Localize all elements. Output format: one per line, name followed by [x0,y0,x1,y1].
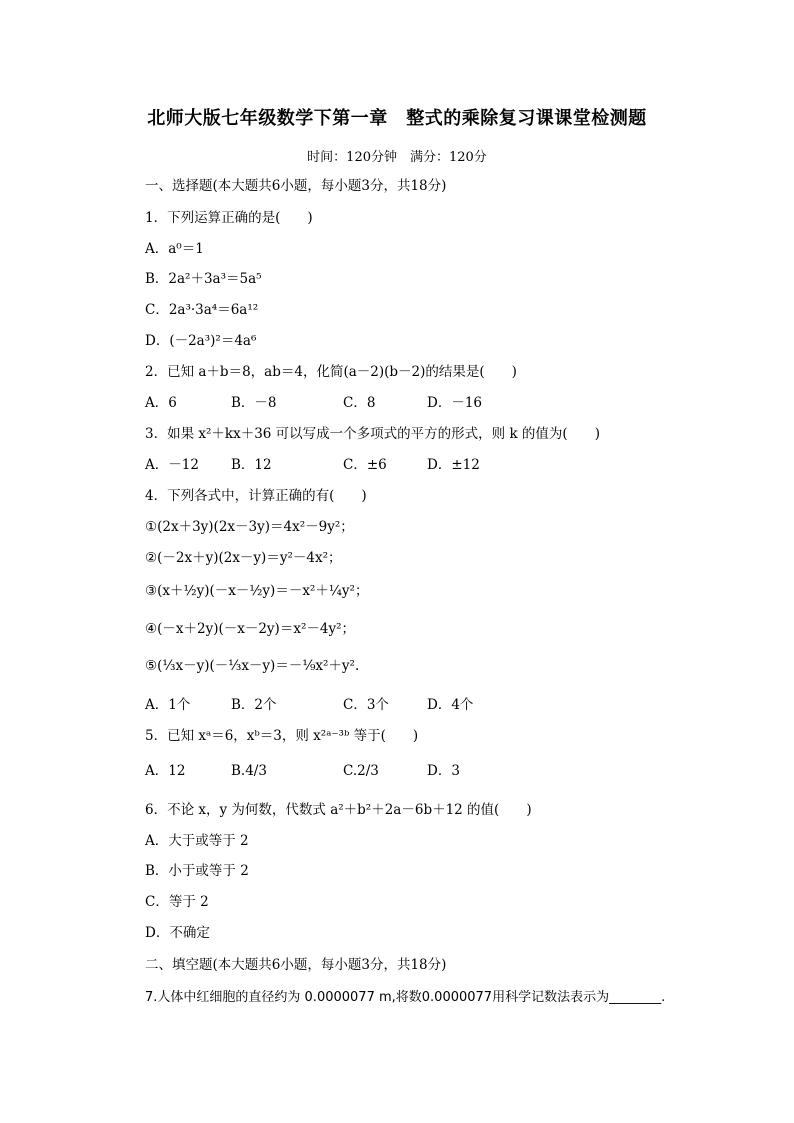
q2-option-c: C．8 [343,395,376,411]
exam-meta: 时间：120分钟 满分：120分 [307,150,487,165]
q3-option-d: D．±12 [427,457,480,473]
question-text: 1．下列运算正确的是( ) [145,210,313,226]
q5-option-a: A．12 [145,763,186,779]
question-5-stem: 5．已知 xᵃ＝6，xᵇ＝3，则 x²ᵃ⁻³ᵇ 等于( ) [145,728,419,744]
q2-option-d: D．－16 [427,395,483,411]
question-7-stem: 7.人体中红细胞的直径约为 0.0000077 m,将数0.0000077用科学记数法表示为________. [145,990,666,1005]
q4-item-1: ①(2x＋3y)(2x－3y)＝4x²－9y²； [145,519,354,535]
q1-option-a: A．a⁰＝1 [145,241,204,257]
question-3-stem: 3．如果 x²＋kx＋36 可以写成一个多项式的平方的形式，则 k 的值为( ) [145,426,600,442]
q4-item-5: ⑤(⅓x－y)(－⅓x－y)＝－⅑x²＋y². [145,658,360,674]
question-2-stem: 2．已知 a＋b＝8，ab＝4，化简(a－2)(b－2)的结果是( ) [145,364,517,380]
q3-option-b: B．12 [231,457,272,473]
q2-option-a: A．6 [145,395,177,411]
q1-option-b: B．2a²＋3a³＝5a⁵ [145,271,262,287]
question-6-stem: 6．不论 x，y 为何数，代数式 a²＋b²＋2a－6b＋12 的值( ) [145,802,532,818]
q5-option-c: C.2/3 [343,763,379,779]
q5-option-b: B.4/3 [231,763,267,779]
q3-option-c: C．±6 [343,457,387,473]
q5-option-d: D．3 [427,763,460,779]
q6-option-b: B．小于或等于 2 [145,863,249,879]
q6-option-c: C．等于 2 [145,894,209,910]
q2-option-b: B．－8 [231,395,277,411]
q6-option-a: A．大于或等于 2 [145,833,249,849]
q4-item-2: ②(－2x＋y)(2x－y)＝y²－4x²； [145,550,342,566]
q4-option-d: D．4个 [427,697,474,713]
section-heading-choice: 一、选择题(本大题共6小题，每小题3分，共18分) [145,178,447,194]
question-4-stem: 4．下列各式中，计算正确的有( ) [145,488,367,504]
q3-option-a: A．－12 [145,457,199,473]
q1-option-d: D．(－2a³)²＝4a⁶ [145,333,257,349]
page-title: 北师大版七年级数学下第一章 整式的乘除复习课课堂检测题 [147,108,647,129]
q4-option-a: A．1个 [145,697,191,713]
q4-item-3: ③(x＋½y)(－x－½y)＝－x²＋¼y²； [145,583,369,599]
q4-option-b: B．2个 [231,697,277,713]
q4-option-c: C．3个 [343,697,389,713]
q6-option-d: D．不确定 [145,925,210,941]
q4-item-4: ④(－x＋2y)(－x－2y)＝x²－4y²； [145,621,355,637]
q1-option-c: C．2a³·3a⁴＝6a¹² [145,302,259,318]
section-heading-fill-in: 二、填空题(本大题共6小题，每小题3分，共18分) [145,957,447,973]
question-1-stem [145,209,313,227]
